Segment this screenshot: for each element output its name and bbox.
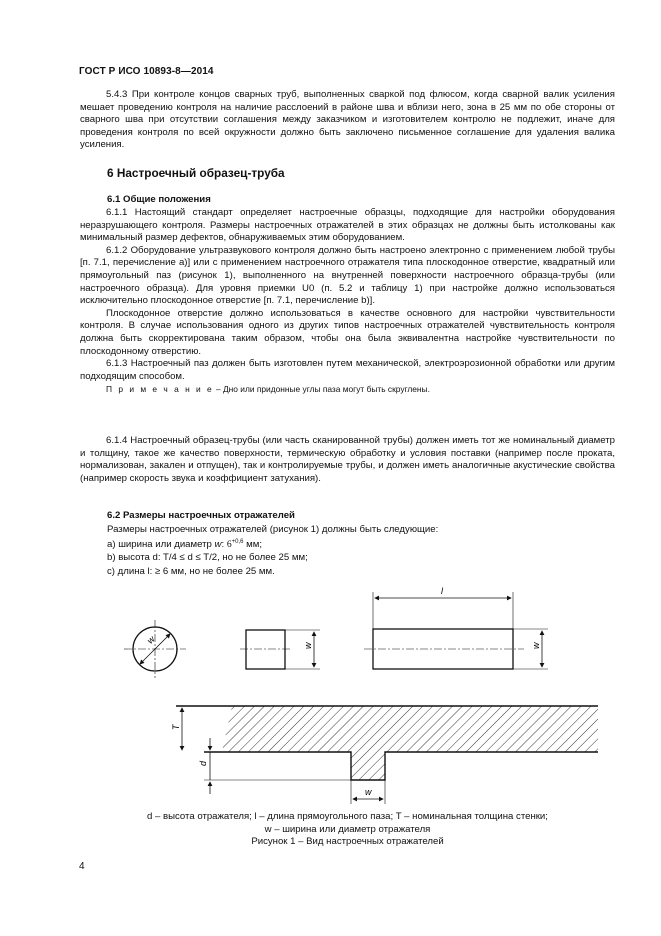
d-label: d — [198, 760, 208, 766]
subsection-6-2-title: 6.2 Размеры настроечных отражателей — [107, 510, 295, 521]
square-notch-view — [240, 630, 320, 669]
flat-bottom-hole-view — [124, 620, 186, 678]
wall-section-view — [171, 706, 598, 804]
l-label: l — [441, 586, 443, 596]
w-label-section: w — [365, 787, 372, 797]
list-item-a: а) ширина или диаметр w: $6^{+0,6}$ мм; — [107, 539, 262, 551]
paragraph-6-1-4: 6.1.4 Настроечный образец-трубы (или часть сканированной трубы) должен иметь тот же номинальный диаметр и толщину, такое же качество поверхности, термическую обработку и условия поставки (например после проката, нормализован, закален и отпущен), так и контролируемые трубы, и должен иметь аналогичные акустические свойства (например скорость звука и коэффициент затухания). — [80, 435, 615, 484]
w-label-circle: w — [144, 633, 157, 646]
document-header: ГОСТ Р ИСО 10893-8—2014 — [79, 66, 214, 77]
rectangular-notch-view — [364, 586, 548, 669]
paragraph-5-4-3: 5.4.3 При контроле концов сварных труб, выполненных сваркой под флюсом, когда сварной валик усиления мешает проведению контроля на наличие расслоений в районе шва и вблизи него, зона в 25 мм по обе стороны от сварного шва при отсутствии соглашения между заказчиком и изготовителем контролю не подлежит, иначе для проведения контроля по всей окружности должно быть заключено письменное соглашение для удаления валика усиления. — [80, 89, 615, 151]
paragraph-6-1-2-cont: Плоскодонное отверстие должно использоваться в качестве основного для настройки чувствительности контроля. В случае использования одного из других типов настроечных отражателей чувствительность контроля должна быть скорректирована таким образом, чтобы она была эквивалентна настройке чувствительности по плоскодонному отверстию. — [80, 307, 615, 357]
section-6-title: 6 Настроечный образец-труба — [107, 166, 285, 180]
figure-legend: d – высота отражателя; l – длина прямоугольного паза; T – номинальная толщина стенки; w – ширина или диаметр отражателя Рисунок 1 – Вид настроечных отражателей — [80, 811, 615, 849]
w-label-rect: w — [531, 642, 541, 649]
paragraph-6-1-1: 6.1.1 Настоящий стандарт определяет настроечные образцы, подходящие для настройки оборудования неразрушающего контроля. Размеры настроечных отражателей в этих образцах не должны быть истолкованы как минимальный размер дефектов, обнаруживаемых этим оборудованием. — [80, 207, 615, 244]
figure-caption: Рисунок 1 – Вид настроечных отражателей — [251, 836, 444, 848]
paragraph-6-1-2: 6.1.2 Оборудование ультразвукового контроля должно быть настроено электронно с применением любой трубы [п. 7.1, перечисление а)] или с применением настроечного отражателя типа плоскодонное отверстие, квадратный или прямоугольный паз (рисунок 1), выполненного на внутренней поверхности настроечного образца-трубы (или настроечного образца). Для уровня приемки U0 (п. 5.2 и таблицу 1) при настройке должно использоваться исключительно плоскодонное отверстие [п. 7.1, перечисление b)]. — [80, 244, 615, 307]
page-number: 4 — [79, 861, 85, 872]
list-item-b: b) высота d: T/4 ≤ d ≤ T/2, но не более 25 мм; — [107, 552, 308, 564]
paragraph-6-2-intro: Размеры настроечных отражателей (рисунок 1) должны быть следующие: — [107, 524, 439, 535]
T-label: T — [171, 724, 181, 730]
note: П р и м е ч а н и е – Дно или придонные углы паза могут быть скруглены. — [106, 384, 430, 395]
w-label-square: w — [303, 642, 313, 649]
list-item-c: c) длина l: ≥ 6 мм, но не более 25 мм. — [107, 565, 275, 577]
paragraph-6-1-3: 6.1.3 Настроечный паз должен быть изготовлен путем механической, электроэрозионной обработки или другим подходящим способом. — [80, 358, 615, 382]
subsection-6-1-title: 6.1 Общие положения — [107, 194, 211, 205]
